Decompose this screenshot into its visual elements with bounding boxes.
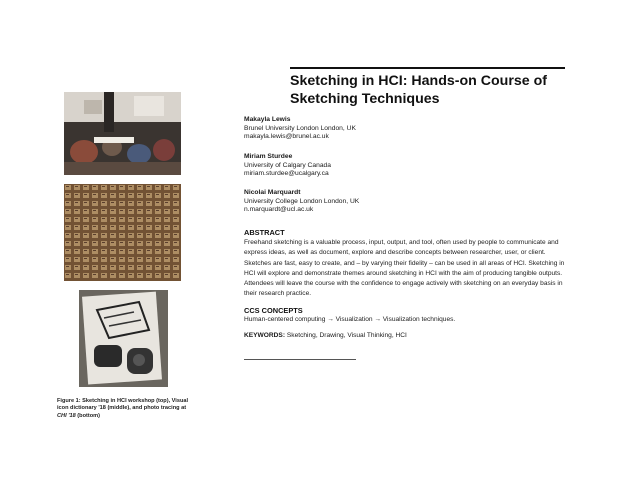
author-email: miriam.sturdee@ucalgary.ca [244,170,329,178]
photo-tracing-photo [79,290,168,387]
keywords-text: Sketching, Drawing, Visual Thinking, HCI [286,332,407,339]
keywords-label: KEYWORDS: [244,332,286,339]
footnote-rule [244,359,356,360]
author-block [244,116,574,142]
author-block [244,153,574,179]
author-block [244,189,574,215]
abstract-heading: ABSTRACT [244,228,285,237]
workshop-photo [64,92,181,175]
icon-dictionary-photo [64,184,181,281]
author-affiliation: University College London London, UK [244,197,360,205]
paper-title: Sketching in HCI: Hands-on Course of Sketching Techniques [290,73,547,107]
author-email: makayla.lewis@brunel.ac.uk [244,133,329,141]
figure-caption: Figure 1: Sketching in HCI workshop (top), Visual icon dictionary '18 (middle), and photo tracing at CHI '18 (bottom) [57,398,189,419]
keywords [244,332,407,339]
author-name: Miriam Sturdee [244,153,293,160]
ccs-text: Human-centered computing → Visualization → Visualization techniques. [244,316,456,323]
ccs-heading: CCS CONCEPTS [244,306,303,315]
author-affiliation: University of Calgary Canada [244,161,331,169]
author-affiliation: Brunel University London London, UK [244,124,356,132]
author-email: n.marquardt@ucl.ac.uk [244,206,314,214]
author-name: Makayla Lewis [244,116,291,123]
abstract-text: Freehand sketching is a valuable process, input, output, and tool, often used by people to communicate and express ideas, as well as document, explore and describe concepts between researcher, user, or client. Sketches are fast, easy to create, and – by varying their fidelity – can be used in all areas of HCI. Sketching in HCI will explore and demonstrate themes around sketching in HCI with the aim of producing tangible outputs. Attendees will leave the course with the confidence to engage actively with sketching on an everyday basis in their research practice. [244,239,565,298]
title-rule [290,67,565,69]
author-name: Nicolai Marquardt [244,189,301,196]
